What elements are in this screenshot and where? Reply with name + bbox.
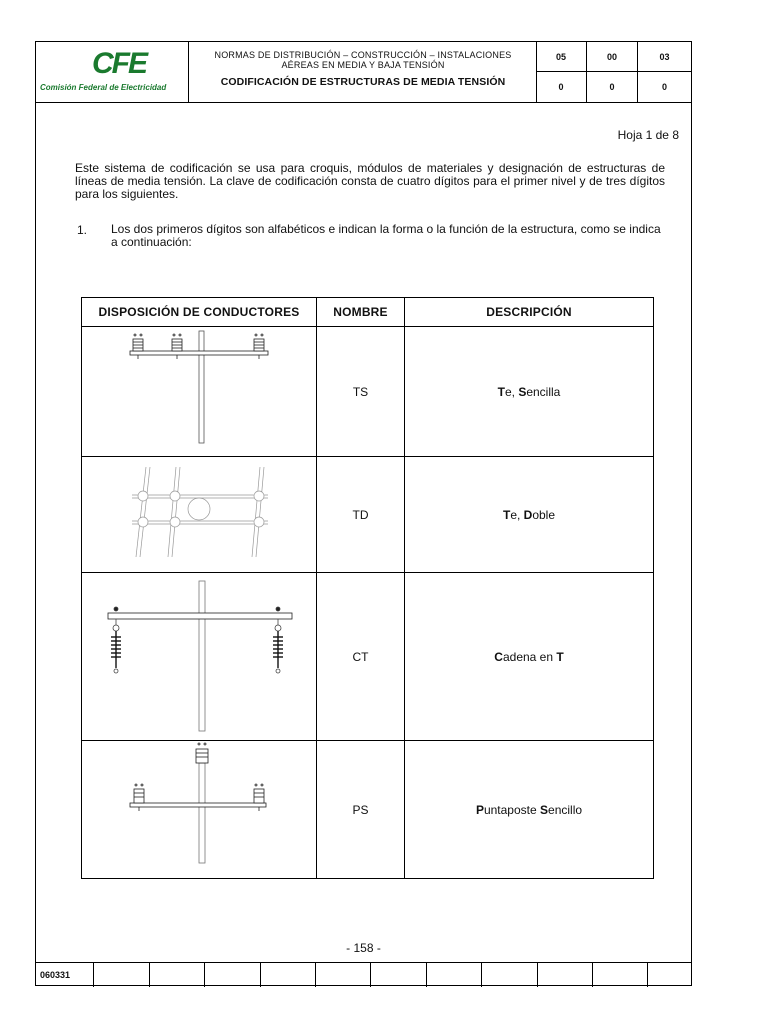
column-header-descripcion: DESCRIPCIÓN (405, 298, 654, 327)
footer-code: 060331 (36, 963, 94, 987)
description-initial: T (502, 507, 511, 522)
description-initial: C (494, 649, 503, 664)
footer-cell (94, 963, 150, 987)
document-frame (35, 41, 692, 986)
item-number: 1. (77, 223, 88, 237)
table-row (82, 573, 654, 741)
code-cell: 03 (638, 42, 691, 72)
footer-cell (316, 963, 371, 987)
structure-drawing-cell (82, 573, 317, 741)
descripcion-cell (405, 457, 654, 573)
code-cell: 0 (661, 82, 667, 92)
table-row (82, 327, 654, 457)
description-initial: P (475, 802, 484, 817)
description-initial: T (497, 384, 505, 399)
structure-drawing-cell (82, 741, 317, 879)
description-text: encilla (526, 384, 561, 399)
item-text: Los dos primeros dígitos son alfabéticos e indican la forma o la función de la estructura, como se indica a continuación: (111, 222, 661, 249)
table-row (82, 457, 654, 573)
footer-cell (648, 963, 691, 987)
td-structure-drawing (82, 457, 316, 567)
cfe-logo: CFE (92, 47, 146, 80)
description-text: oble (532, 507, 556, 522)
sheet-number: Hoja 1 de 8 (617, 128, 679, 142)
norms-heading (198, 50, 528, 70)
footer-cell (482, 963, 538, 987)
column-header-nombre: NOMBRE (317, 298, 405, 327)
footer-grid (36, 962, 691, 987)
descripcion-cell (405, 741, 654, 879)
intro-paragraph: Este sistema de codificación se usa para croquis, módulos de materiales y designación de estructuras de líneas de media tensión. La clave de codificación consta de cuatro dígitos para el primer nivel y de tres dígitos para los siguientes. (75, 161, 665, 201)
ps-structure-drawing (82, 741, 316, 873)
page-number: - 158 - (346, 941, 381, 955)
document-header (36, 42, 691, 103)
nombre-cell: TS (317, 327, 405, 457)
nombre-cell: TD (317, 457, 405, 573)
title-cell (188, 42, 537, 102)
structures-table (81, 297, 654, 879)
table-row (82, 741, 654, 879)
footer-cell (261, 963, 316, 987)
footer-cell (371, 963, 427, 987)
norms-line-2: AÉREAS EN MEDIA Y BAJA TENSIÓN (281, 60, 445, 70)
description-text: e, (504, 384, 519, 399)
structure-drawing-cell (82, 457, 317, 573)
footer-cell (427, 963, 482, 987)
structure-drawing-cell (82, 327, 317, 457)
description-text: untaposte (483, 802, 540, 817)
nombre-cell: CT (317, 573, 405, 741)
description-initial: T (556, 649, 564, 664)
footer-cell (538, 963, 593, 987)
description-text: e, (510, 507, 524, 522)
description-text: adena en (502, 649, 557, 664)
footer-cell (150, 963, 205, 987)
column-header-disposicion: DISPOSICIÓN DE CONDUCTORES (82, 298, 317, 327)
nombre-cell: PS (317, 741, 405, 879)
code-cell: 0 (587, 72, 638, 102)
ts-structure-drawing (82, 327, 316, 451)
document-title: CODIFICACIÓN DE ESTRUCTURAS DE MEDIA TENSIÓN (220, 76, 506, 88)
descripcion-cell (405, 327, 654, 457)
footer-cell (593, 963, 648, 987)
code-cell: 05 (536, 42, 587, 72)
description-initial: S (518, 384, 527, 399)
table-header-row (82, 298, 654, 327)
description-initial: S (540, 802, 549, 817)
code-cell: 00 (587, 42, 638, 72)
code-grid (536, 42, 691, 102)
descripcion-cell (405, 573, 654, 741)
norms-line-1: NORMAS DE DISTRIBUCIÓN – CONSTRUCCIÓN – INSTALACIONES (214, 50, 512, 60)
footer-cell (205, 963, 261, 987)
description-text: encillo (548, 802, 583, 817)
code-cell: 0 (536, 72, 587, 102)
cfe-logo-subtext: Comisión Federal de Electricidad (40, 83, 167, 92)
ct-structure-drawing (82, 573, 316, 735)
logo-cell (36, 42, 189, 102)
description-initial: D (523, 507, 533, 522)
